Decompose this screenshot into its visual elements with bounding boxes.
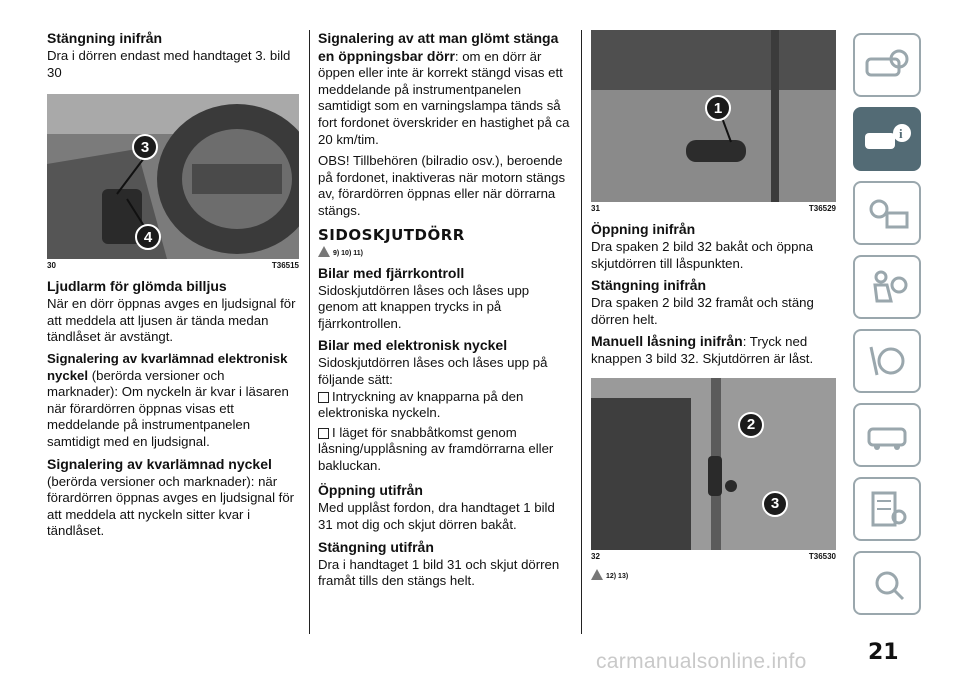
section-title-sliding-door: SIDOSKJUTDÖRR	[318, 225, 465, 244]
heading-open-inside: Öppning inifrån	[591, 221, 696, 237]
tab-car-search[interactable]	[853, 33, 921, 97]
figure-31-image	[591, 30, 836, 202]
warning-refs-2	[591, 569, 836, 580]
text-close-outside: Dra i handtaget 1 bild 31 och skjut dörren framåt tills den stängs helt.	[318, 556, 560, 589]
figure-32-number: 32	[591, 551, 600, 561]
svg-text:i: i	[899, 126, 903, 141]
text-manual-lock: : Tryck ned knappen 3 bild 32. Skjutdörren är låst.	[591, 334, 814, 366]
bullet-1	[318, 389, 573, 406]
figure-30-image	[47, 94, 299, 259]
warning-refs-1	[318, 246, 573, 257]
interior-lever-photo	[591, 378, 836, 550]
text-light-alarm: När en dörr öppnas avges en ljudsignal för att meddela att ljusen är tända medan tändlåset är avstängt.	[47, 296, 296, 345]
chapter-sidebar	[853, 33, 921, 625]
tab-warning-lights[interactable]	[853, 181, 921, 245]
checkbox-bullet-icon	[318, 428, 329, 439]
bullet-2-text-a: I läget för snabbåtkomst genom	[332, 424, 517, 440]
column-2	[318, 30, 573, 595]
tab-car-info[interactable]	[853, 107, 921, 171]
spec-list-icon	[863, 489, 911, 529]
figure-32-image	[591, 378, 836, 550]
paragraph-forgotten-ekey	[47, 351, 299, 451]
warning-triangle-icon	[591, 569, 603, 580]
figure-32-code: T36530	[808, 551, 836, 561]
bullet-1-cont: elektroniska nyckeln.	[318, 405, 441, 421]
figure-30-caption	[47, 261, 299, 270]
column-divider-1	[309, 30, 310, 634]
tab-index-az[interactable]	[853, 551, 921, 615]
figure-31-callout-1: 1	[705, 95, 731, 121]
heading-manual-lock: Manuell låsning inifrån	[591, 333, 743, 350]
text-forgotten-key: (berörda versioner och marknader): när förardörren öppnas avges en ljudsignal för att meddela att nyckeln sitter kvar i tändlåset.	[47, 473, 295, 539]
column-3	[591, 30, 836, 588]
figure-30-code: T36515	[271, 261, 299, 271]
text-close-inside-2: Dra spaken 2 bild 32 framåt och stäng dörren helt.	[591, 295, 814, 327]
figure-32-callout-3: 3	[762, 491, 788, 517]
figure-31-code: T36529	[808, 204, 836, 213]
paragraph-manual-lock	[591, 333, 836, 367]
text-note-accessories: OBS! Tillbehören (bilradio osv.), beroende på fordonet, inaktiveras när motorn stängs av, förardörren öppnas eller när dörrarna stängs.	[318, 153, 566, 218]
bullet-2	[318, 425, 573, 442]
text-remote: Sidoskjutdörren låses och låses upp genom att knappen trycks in på fjärrkontrollen.	[318, 282, 530, 331]
warning-refs-2-text: 12) 13)	[606, 572, 629, 580]
airbag-seat-icon	[863, 267, 911, 307]
page-number: 21	[868, 640, 899, 665]
text-close-inside: Dra i dörren endast med handtaget 3. bild 30	[47, 48, 291, 80]
warning-lights-icon	[863, 193, 911, 233]
tab-car-maintenance[interactable]	[853, 403, 921, 467]
tab-steering-tools[interactable]	[853, 329, 921, 393]
checkbox-bullet-icon	[318, 392, 329, 403]
column-divider-2	[581, 30, 582, 634]
heading-close-outside: Stängning utifrån	[318, 538, 434, 555]
warning-refs-text: 9) 10) 11)	[333, 249, 363, 257]
heading-open-outside: Öppning utifrån	[318, 482, 423, 499]
car-maintenance-icon	[863, 415, 911, 455]
text-ekey: Sidoskjutdörren låses och låses upp på följande sätt:	[318, 355, 548, 387]
bullet-2-cont-1: låsning/upplåsning av framdörrarna eller	[318, 441, 554, 457]
figure-32-caption	[591, 552, 836, 561]
heading-close-inside-2: Stängning inifrån	[591, 277, 707, 294]
text-forgotten-ekey: (berörda versioner och marknader): Om nyckeln är kvar i läsaren när förardörren öppnas visas ett meddelande på instrumentpanelen samtidigt med en ljudsignal.	[47, 367, 289, 449]
figure-31-number: 31	[591, 204, 600, 213]
heading-light-alarm: Ljudlarm för glömda billjus	[47, 278, 227, 295]
text-open-inside: Dra spaken 2 bild 32 bakåt och öppna skjutdörren till låspunkten.	[591, 239, 814, 271]
heading-door-open-warning: Signalering av att man glömt stänga en öppningsbar dörr	[318, 30, 559, 64]
column-1	[47, 30, 299, 545]
bullet-2-cont-2: bakluckan.	[318, 457, 382, 473]
heading-close-inside: Stängning inifrån	[47, 30, 163, 46]
bullet-1-text-a: Intryckning av knapparna på den	[332, 388, 524, 404]
tab-spec-list[interactable]	[853, 477, 921, 541]
car-search-icon	[863, 45, 911, 85]
text-open-outside: Med upplåst fordon, dra handtaget 1 bild 31 mot dig och skjut dörren bakåt.	[318, 500, 555, 533]
warning-triangle-icon	[318, 246, 330, 257]
heading-remote: Bilar med fjärrkontroll	[318, 264, 465, 281]
index-az-icon	[863, 561, 911, 605]
heading-ekey: Bilar med elektronisk nyckel	[318, 337, 508, 354]
heading-forgotten-ekey: Signalering av kvarlämnad elektronisk nyckel	[47, 350, 288, 383]
car-info-icon	[862, 119, 912, 159]
paragraph-door-open-warning	[318, 30, 573, 148]
figure-32-callout-2: 2	[738, 412, 764, 438]
watermark: carmanualsonline.info	[596, 650, 807, 673]
tab-airbag-seat[interactable]	[853, 255, 921, 319]
figure-31-caption	[591, 204, 836, 213]
figure-30-number: 30	[47, 261, 56, 271]
steering-wheel-photo	[47, 94, 299, 259]
steering-tools-icon	[863, 341, 911, 381]
heading-forgotten-key: Signalering av kvarlämnad nyckel	[47, 455, 272, 472]
figure-30-callout-3: 3	[132, 134, 158, 160]
text-door-open-warning: : om en dörr är öppen eller inte är korrekt stängd visas ett meddelande på instrumentpanelen samtidigt som en varningslampa tänds så fort fordonet överskrider en hastighet på ca 20 km/tim.	[318, 48, 570, 147]
figure-30-callout-4: 4	[135, 224, 161, 250]
